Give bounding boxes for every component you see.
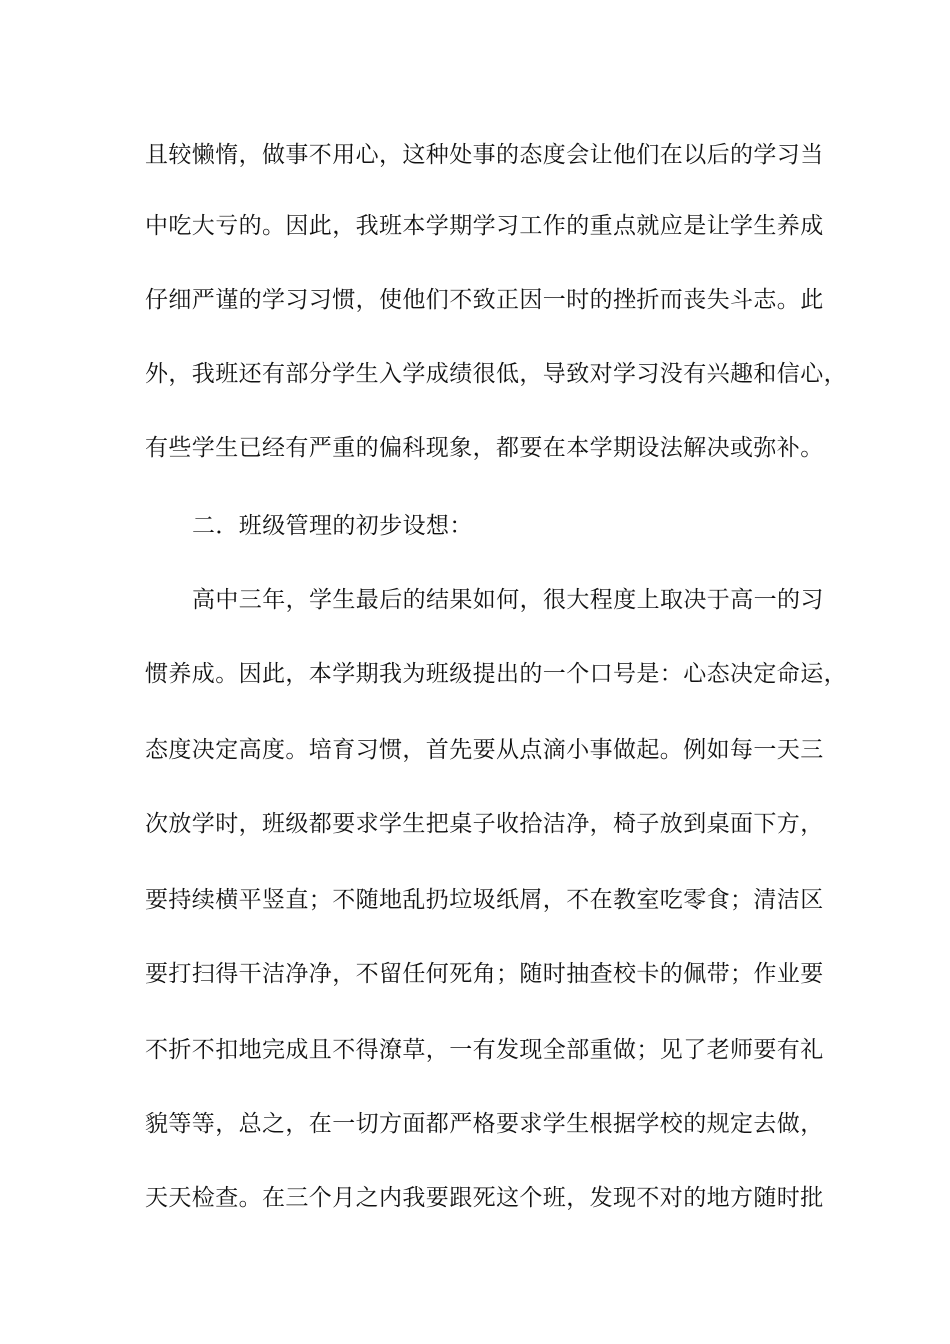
paragraph-line: 貌等等，总之，在一切方面都严格要求学生根据学校的规定去做，	[145, 1111, 824, 1137]
section-heading: 二．班级管理的初步设想：	[192, 513, 473, 539]
paragraph-line: 外，我班还有部分学生入学成绩很低，导致对学习没有兴趣和信心，	[145, 361, 847, 387]
paragraph-line: 高中三年，学生最后的结果如何，很大程度上取决于高一的习	[192, 587, 824, 613]
paragraph-line: 仔细严谨的学习习惯，使他们不致正因一时的挫折而丧失斗志。此	[145, 287, 824, 313]
paragraph-line: 不折不扣地完成且不得潦草，一有发现全部重做；见了老师要有礼	[145, 1037, 824, 1063]
paragraph-line: 有些学生已经有严重的偏科现象，都要在本学期设法解决或弥补。	[145, 435, 824, 461]
paragraph-line: 要持续横平竖直；不随地乱扔垃圾纸屑，不在教室吃零食；清洁区	[145, 887, 824, 913]
paragraph-line: 且较懒惰，做事不用心，这种处事的态度会让他们在以后的学习当	[145, 142, 824, 168]
paragraph-line: 态度决定高度。培育习惯，首先要从点滴小事做起。例如每一天三	[145, 737, 824, 763]
paragraph-line: 天天检查。在三个月之内我要跟死这个班，发现不对的地方随时批	[145, 1185, 824, 1211]
paragraph-line: 惯养成。因此，本学期我为班级提出的一个口号是：心态决定命运，	[145, 661, 847, 687]
paragraph-line: 要打扫得干洁净净，不留任何死角；随时抽查校卡的佩带；作业要	[145, 961, 824, 987]
paragraph-line: 中吃大亏的。因此，我班本学期学习工作的重点就应是让学生养成	[145, 213, 824, 239]
paragraph-line: 次放学时，班级都要求学生把桌子收拾洁净，椅子放到桌面下方，	[145, 811, 824, 837]
